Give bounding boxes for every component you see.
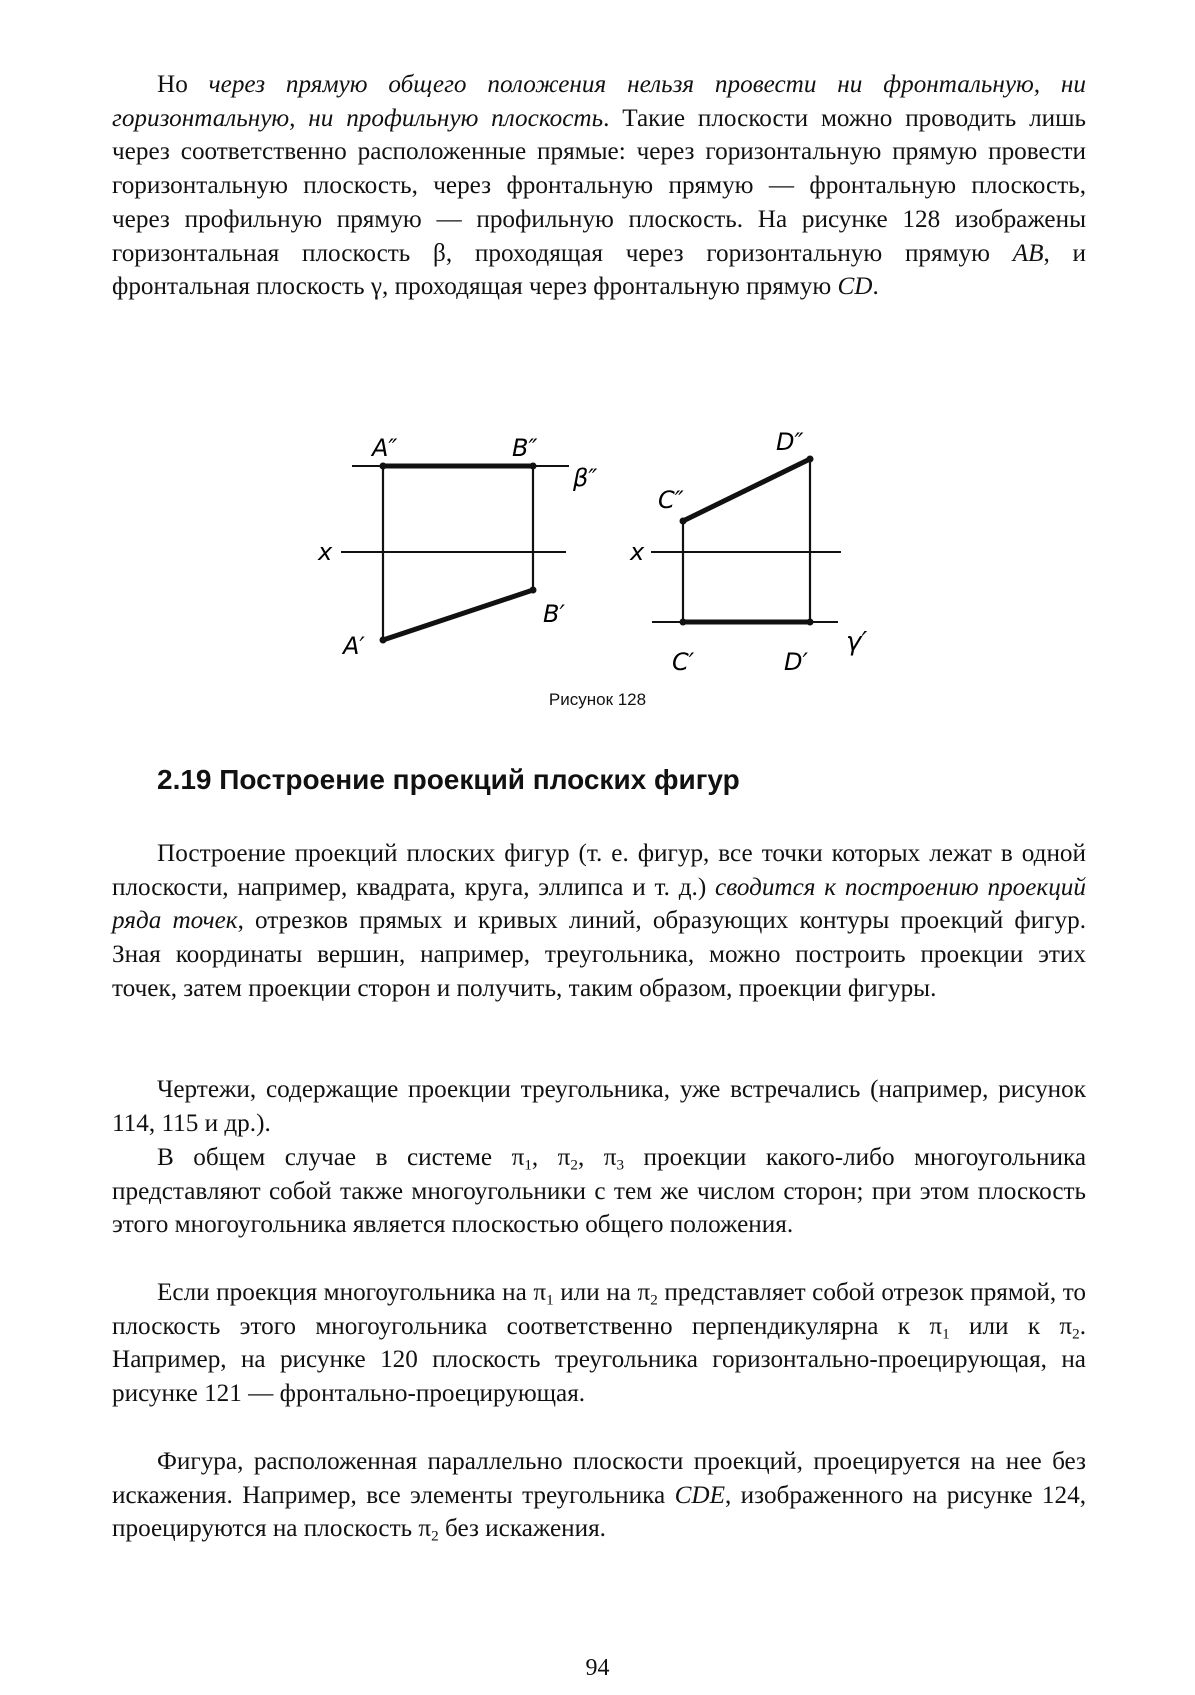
label-b1: B′ xyxy=(543,600,565,628)
emphasis-text: через прямую общего положения нельзя провести ни фронтальную, ни горизонтальную, ни профильную плоскость xyxy=(112,71,1086,132)
figure-128 xyxy=(0,388,1195,688)
text-run: Если проекция многоугольника на π xyxy=(157,1279,547,1306)
point-b2 xyxy=(530,463,537,470)
subscript: 1 xyxy=(524,1157,532,1174)
text-run: , π xyxy=(531,1144,571,1171)
text-run: В общем случае в системе π xyxy=(157,1144,525,1171)
label-b2: B″ xyxy=(512,434,538,462)
line-name: AB xyxy=(1012,239,1044,267)
paragraph-drawings xyxy=(112,1073,1086,1140)
point-d1 xyxy=(807,619,814,626)
text-run: Фигура, расположенная параллельно плоскости проекций, проецируется на нее без искажения. Например, все элементы треугольника xyxy=(112,1448,1086,1509)
paragraph-parallel-figure xyxy=(112,1445,1086,1546)
point-d2 xyxy=(807,456,814,463)
paragraph-projecting-planes xyxy=(112,1276,1086,1411)
paragraph-intro xyxy=(112,68,1086,304)
line-name: CD xyxy=(837,273,873,301)
paragraph-general-case xyxy=(112,1141,1086,1242)
label-d2: D″ xyxy=(776,428,804,456)
text-run: проекции какого-либо многоугольника представляют собой также многоугольники с тем же числом сторон; при этом плоскость этого многоугольника является плоскостью общего положения. xyxy=(112,1144,1087,1239)
text-run: , отрезков прямых и кривых линий, образующих контуры проекций фигур. Зная координаты вершин, например, треугольника, можно построить проекции этих точек, затем проекции сторон и получить, таким образом, проекции фигуры. xyxy=(112,907,1086,1002)
text-run: или к π xyxy=(949,1312,1073,1340)
text-run: Построение проекций плоских фигур (т. е. фигур, все точки которых лежат в одной плоскости, например, квадрата, круга, эллипса и т. д.) xyxy=(112,840,1086,901)
figure-caption: Рисунок 128 xyxy=(548,690,647,709)
label-c2: C″ xyxy=(658,486,684,514)
label-beta2: β″ xyxy=(573,464,598,492)
subscript: 2 xyxy=(431,1528,439,1545)
text-run: , π xyxy=(577,1144,617,1171)
subscript: 2 xyxy=(1072,1326,1080,1343)
label-a2: A″ xyxy=(372,434,398,462)
subscript: 2 xyxy=(650,1292,658,1309)
a1-b1-segment xyxy=(383,590,533,640)
point-b1 xyxy=(530,587,537,594)
text-run: . Например, на рисунке 120 плоскость треугольника горизонтально-проецирующая, на рисунке 121 — фронтально-проецирующая. xyxy=(112,1312,1086,1408)
subscript: 1 xyxy=(546,1292,554,1309)
subscript: 3 xyxy=(616,1157,625,1174)
page-number: 94 xyxy=(585,1655,610,1681)
point-a2 xyxy=(380,463,387,470)
text-run: . xyxy=(872,273,879,301)
subscript: 2 xyxy=(570,1157,578,1174)
section-heading: 2.19 Построение проекций плоских фигур xyxy=(157,764,740,795)
text-run: без искажения. xyxy=(438,1515,606,1543)
label-x-right: x xyxy=(630,538,645,566)
label-d1: D′ xyxy=(784,648,808,676)
label-c1: C′ xyxy=(672,648,695,676)
text-run: представляет собой отрезок прямой, то плоскость этого многоугольника соответственно перпендикулярна к π xyxy=(112,1279,1087,1340)
emphasis-text: сводится к построению проекций ряда точек xyxy=(112,873,1086,935)
point-c1 xyxy=(680,619,687,626)
triangle-name: CDE xyxy=(674,1481,725,1509)
label-a1: A′ xyxy=(343,632,365,660)
text-run: Чертежи, содержащие проекции треугольника, уже встречались (например, рисунок 114, 115 и др.). xyxy=(112,1076,1086,1137)
text-run: Но xyxy=(157,71,209,98)
paragraph-plane-figures xyxy=(112,837,1086,1006)
label-gamma1: γ′ xyxy=(846,627,868,657)
point-c2 xyxy=(680,518,687,525)
label-x-left: x xyxy=(318,538,333,566)
text-run: , изображенного на рисунке 124, проецируются на плоскость π xyxy=(112,1481,1086,1543)
c2-d2-segment xyxy=(683,459,810,521)
point-a1 xyxy=(380,637,387,644)
subscript: 1 xyxy=(942,1326,950,1343)
text-run: или на π xyxy=(553,1279,651,1306)
text-run: , и фронтальная плоскость γ, проходящая через фронтальную прямую xyxy=(112,239,1086,301)
text-run: . Такие плоскости можно проводить лишь через соответственно расположенные прямые: через горизонтальную прямую провести горизонтальную плоскость, через фронтальную прямую — фронтальную плоскость, через профильную прямую — профильную плоскость. На рисунке 128 изображены горизонтальная плоскость β, проходящая через горизонтальную прямую xyxy=(112,104,1086,267)
